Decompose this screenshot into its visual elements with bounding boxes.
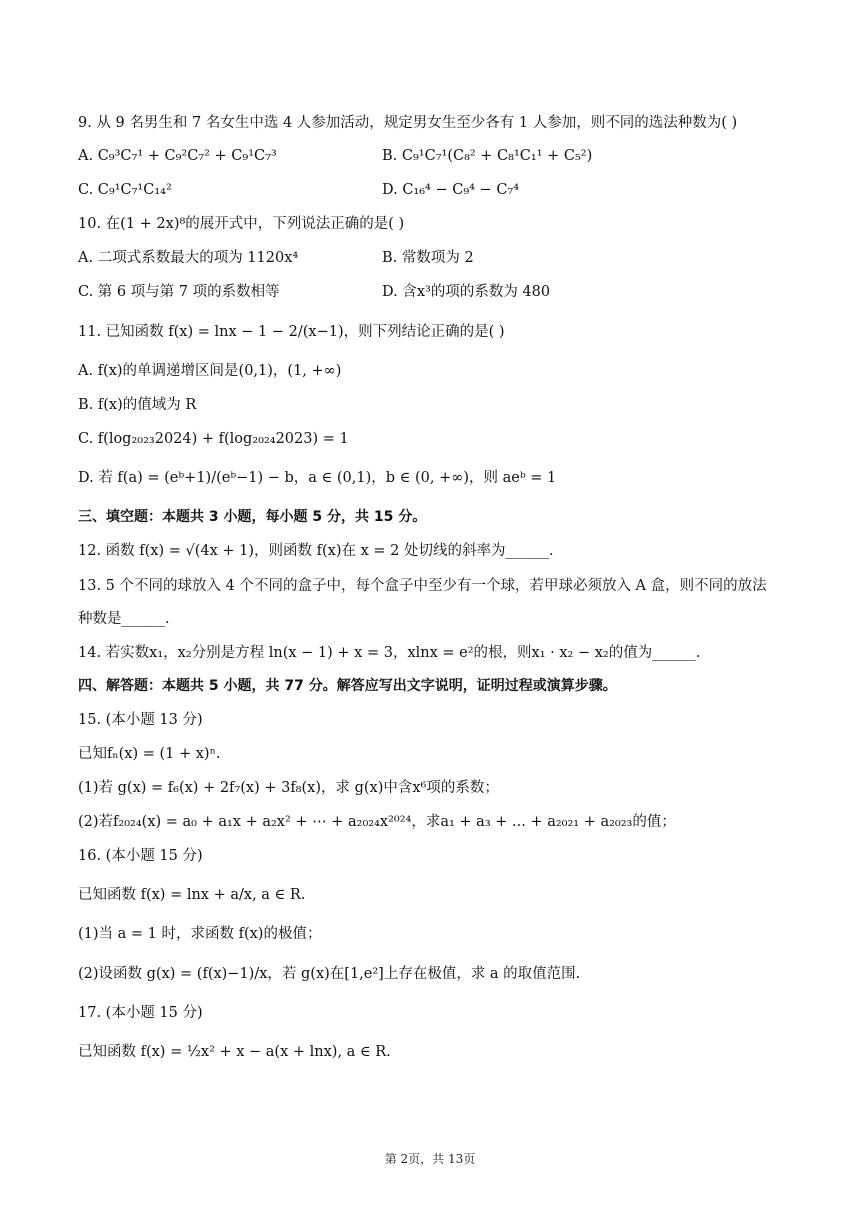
page-footer: 第 2页，共 13页	[384, 1152, 476, 1166]
question-15-header: 15. (本小题 13 分)	[78, 712, 203, 728]
question-9-stem: 9. 从 9 名男生和 7 名女生中选 4 人参加活动，规定男女生至少各有 1 人参加，则不同的选法种数为( )	[78, 115, 738, 131]
question-11-stem: 11. 已知函数 f(x) = lnx − 1 − 2/(x−1)，则下列结论正确的是( )	[78, 324, 505, 340]
section-answer-heading: 四、解答题：本题共 5 小题，共 77 分。解答应写出文字说明，证明过程或演算步骤。	[78, 678, 617, 694]
q9-option-d: D. C₁₆⁴ − C₉⁴ − C₇⁴	[382, 182, 520, 198]
question-17-given: 已知函数 f(x) = ½x² + x − a(x + lnx), a ∈ R.	[78, 1044, 391, 1060]
question-12: 12. 函数 f(x) = √(4x + 1)，则函数 f(x)在 x = 2 处切线的斜率为______.	[78, 543, 554, 559]
q10-option-d: D. 含x³的项的系数为 480	[382, 284, 551, 300]
question-16-header: 16. (本小题 15 分)	[78, 848, 203, 864]
q9-option-b: B. C₉¹C₇¹(C₈² + C₈¹C₁¹ + C₅²)	[382, 148, 593, 164]
question-16-part-2: (2)设函数 g(x) = (f(x)−1)/x，若 g(x)在[1,e²]上存在极值，求 a 的取值范围.	[78, 966, 581, 982]
question-16-part-1: (1)当 a = 1 时，求函数 f(x)的极值；	[78, 926, 322, 942]
question-13: 13. 5 个不同的球放入 4 个不同的盒子中，每个盒子中至少有一个球，若甲球必须放入 A 盒，则不同的放法	[78, 578, 767, 594]
question-13-cont: 种数是______.	[78, 611, 170, 627]
q9-option-c: C. C₉¹C₇¹C₁₄²	[78, 182, 172, 198]
question-14: 14. 若实数x₁，x₂分别是方程 ln(x − 1) + x = 3，xlnx = e²的根，则x₁ · x₂ − x₂的值为______.	[78, 645, 701, 661]
question-15-given: 已知fₙ(x) = (1 + x)ⁿ.	[78, 746, 221, 762]
question-15-part-1: (1)若 g(x) = f₆(x) + 2f₇(x) + 3f₈(x)，求 g(x)中含x⁶项的系数；	[78, 780, 499, 796]
question-16-given: 已知函数 f(x) = lnx + a/x, a ∈ R.	[78, 887, 306, 903]
q11-option-b: B. f(x)的值域为 R	[78, 397, 197, 413]
q11-option-a: A. f(x)的单调递增区间是(0,1)，(1, +∞)	[78, 363, 342, 379]
question-15-part-2: (2)若f₂₀₂₄(x) = a₀ + a₁x + a₂x² + ⋯ + a₂₀₂₄x²⁰²⁴，求a₁ + a₃ + ... + a₂₀₂₁ + a₂₀₂₃的值；	[78, 814, 676, 830]
question-10-stem: 10. 在(1 + 2x)⁸的展开式中，下列说法正确的是( )	[78, 216, 405, 232]
q10-option-a: A. 二项式系数最大的项为 1120x⁴	[78, 250, 299, 266]
question-17-header: 17. (本小题 15 分)	[78, 1005, 203, 1021]
q9-option-a: A. C₉³C₇¹ + C₉²C₇² + C₉¹C₇³	[78, 148, 277, 164]
q11-option-c: C. f(log₂₀₂₃2024) + f(log₂₀₂₄2023) = 1	[78, 431, 349, 447]
section-fill-in-heading: 三、填空题：本题共 3 小题，每小题 5 分，共 15 分。	[78, 509, 427, 525]
q10-option-c: C. 第 6 项与第 7 项的系数相等	[78, 284, 280, 300]
q11-option-d: D. 若 f(a) = (eᵇ+1)/(eᵇ−1) − b，a ∈ (0,1)，b ∈ (0, +∞)，则 aeᵇ = 1	[78, 470, 557, 486]
q10-option-b: B. 常数项为 2	[382, 250, 474, 266]
